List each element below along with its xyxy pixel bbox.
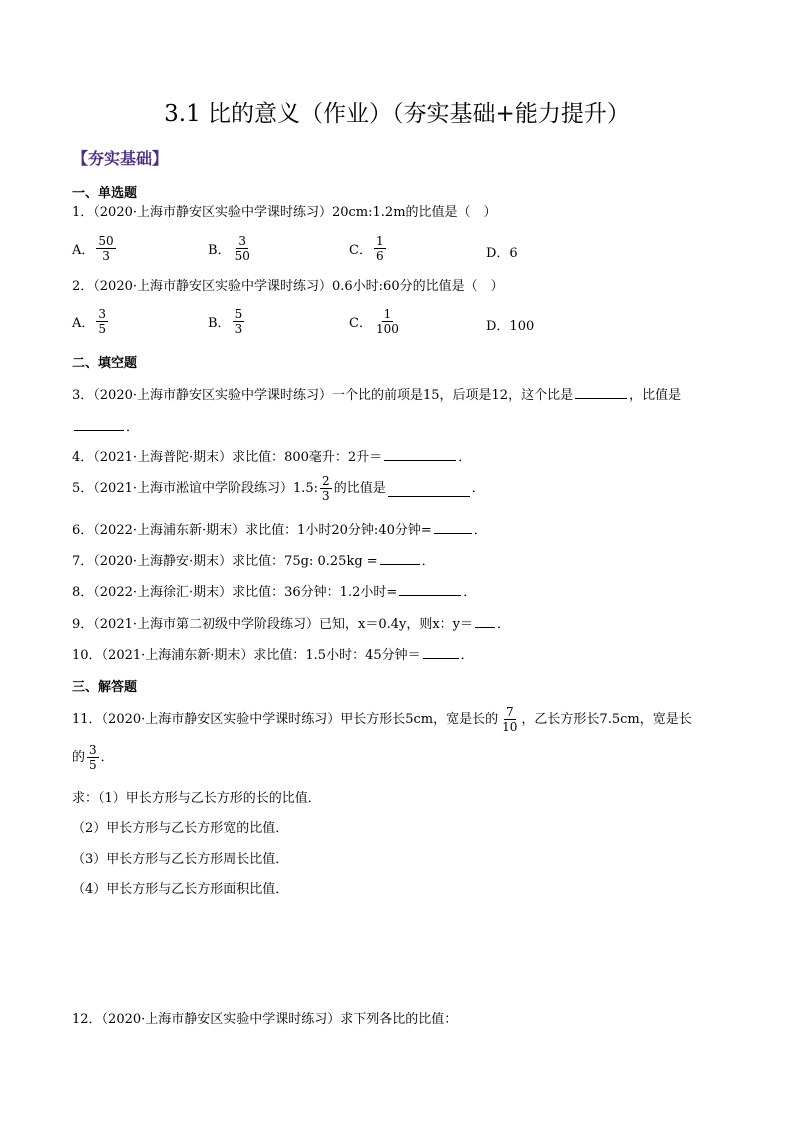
- q11-text-1: 11．（2020·上海市静安区实验中学课时练习）甲长方形长5cm，宽是长的: [72, 711, 499, 727]
- q2-option-c-label: C．: [349, 316, 372, 331]
- q1-option-b: [208, 234, 254, 263]
- q1-option-b-fraction: [233, 234, 252, 263]
- q8-blank[interactable]: [399, 581, 461, 596]
- q1-option-b-label: B．: [208, 243, 231, 258]
- part-heading-single-choice: 一、单选题: [72, 186, 138, 201]
- q7-blank[interactable]: [380, 550, 420, 565]
- q11-text-3: 的: [72, 749, 86, 765]
- page-title: 3.1 比的意义（作业）（夯实基础+能力提升）: [164, 101, 630, 127]
- q2-a-num: 3: [98, 307, 107, 321]
- question-7: [72, 550, 435, 570]
- q1-option-a-label: A．: [72, 243, 95, 258]
- question-9: [72, 613, 510, 633]
- q10-text: 10．（2021·上海浦东新·期末）求比值：1.5小时：45分钟＝: [72, 648, 421, 663]
- part-heading-solve: 三、解答题: [72, 680, 138, 695]
- question-4: [72, 446, 471, 466]
- q5-blank[interactable]: [388, 482, 470, 497]
- q11-fraction-2: [87, 743, 99, 772]
- question-11-cont: [72, 743, 114, 772]
- q5-text: 5．（2021·上海市淞谊中学阶段练习）1.5:: [72, 480, 319, 496]
- q6-blank[interactable]: [434, 519, 472, 534]
- q9-end: ．: [497, 617, 511, 632]
- q4-blank[interactable]: [384, 446, 456, 461]
- q3-blank-1[interactable]: [575, 384, 627, 399]
- q2-option-a-label: A．: [72, 316, 95, 331]
- q7-end: ．: [421, 554, 435, 569]
- q5-mid: 的比值是: [333, 480, 386, 496]
- q11-num-2: 3: [89, 743, 97, 757]
- q1-option-c: [349, 234, 388, 263]
- q11-den-1: 10: [502, 720, 518, 734]
- q2-option-d: D．100: [486, 319, 535, 334]
- q2-b-num: 5: [234, 307, 243, 321]
- q2-b-den: 3: [234, 322, 243, 336]
- q5-end: ．: [471, 480, 485, 496]
- q11-sub-3: （3）甲长方形与乙长方形周长比值．: [72, 852, 289, 867]
- q9-blank[interactable]: [475, 613, 495, 628]
- q2-option-c-fraction: [374, 307, 401, 336]
- question-8: [72, 581, 476, 601]
- q11-den-2: 5: [89, 758, 97, 772]
- q11-sub-4: （4）甲长方形与乙长方形面积比值．: [72, 882, 289, 897]
- q2-option-b-label: B．: [208, 316, 231, 331]
- q1-b-num: 3: [238, 234, 247, 248]
- q11-num-1: 7: [505, 705, 514, 719]
- q4-text: 4．（2021·上海普陀·期末）求比值：800毫升：2升＝: [72, 450, 383, 465]
- question-11: [72, 705, 692, 734]
- q1-c-den: 6: [375, 249, 384, 263]
- question-10: [72, 644, 474, 664]
- q1-option-c-fraction: [374, 234, 386, 263]
- q1-option-a-fraction: [96, 234, 115, 263]
- q7-text: 7．（2020·上海静安·期末）求比值：75g: 0.25kg =: [72, 554, 378, 569]
- q6-text: 6．（2022·上海浦东新·期末）求比值：1小时20分钟:40分钟=: [72, 523, 432, 538]
- q1-option-c-label: C．: [349, 243, 372, 258]
- q1-a-num: 50: [98, 234, 114, 248]
- q11-text-2: ，乙长方形长7.5cm，宽是长: [521, 711, 692, 727]
- q10-end: ．: [460, 648, 474, 663]
- q4-end: ．: [458, 450, 472, 465]
- question-12: 12．（2020·上海市静安区实验中学课时练习）求下列各比的比值：: [72, 1012, 458, 1027]
- question-6: [72, 519, 487, 539]
- q2-option-a: [72, 307, 110, 336]
- part-heading-fill-blank: 二、填空题: [72, 356, 138, 371]
- question-3-cont: [72, 416, 139, 436]
- q2-c-num: 1: [383, 307, 392, 321]
- q3-text-1: 3．（2020·上海市静安区实验中学课时练习）一个比的前项是15，后项是12，这个比是: [72, 388, 574, 403]
- q8-text: 8．（2022·上海徐汇·期末）求比值：36分钟：1.2小时=: [72, 585, 398, 600]
- q2-option-c: [349, 307, 403, 336]
- q2-option-a-fraction: [96, 307, 108, 336]
- q1-option-d: D．6: [486, 246, 518, 261]
- q5-fraction: [320, 474, 332, 503]
- q10-blank[interactable]: [423, 644, 459, 659]
- q1-a-den: 3: [102, 249, 110, 263]
- q11-fraction-1: [500, 705, 519, 734]
- question-3: [72, 384, 681, 404]
- section-tag: 【夯实基础】: [72, 149, 169, 168]
- q1-c-num: 1: [375, 234, 384, 248]
- q8-end: ．: [463, 585, 477, 600]
- q5-num: 2: [322, 474, 330, 488]
- q9-text: 9．（2021·上海市第二初级中学阶段练习）已知，x＝0.4y，则x：y＝: [72, 617, 474, 632]
- q2-c-den: 100: [375, 322, 399, 336]
- q6-end: ．: [473, 523, 487, 538]
- q11-sub-1: 求：（1）甲长方形与乙长方形的长的比值．: [72, 791, 321, 806]
- q5-den: 3: [322, 489, 330, 503]
- q11-sub-2: （2）甲长方形与乙长方形宽的比值．: [72, 821, 289, 836]
- question-2: 2．（2020·上海市静安区实验中学课时练习）0.6小时:60分的比值是（ ）: [72, 279, 504, 294]
- q3-blank-2[interactable]: [74, 416, 124, 431]
- q2-a-den: 5: [98, 322, 107, 336]
- q1-b-den: 50: [234, 249, 250, 263]
- question-1: 1．（2020·上海市静安区实验中学课时练习）20cm:1.2m的比值是（ ）: [72, 205, 497, 220]
- q1-option-a: [72, 234, 118, 263]
- q3-end: ．: [126, 420, 140, 435]
- q2-option-b-fraction: [233, 307, 245, 336]
- question-5: [72, 474, 485, 503]
- q2-option-b: [208, 307, 246, 336]
- q3-text-2: ，比值是: [629, 388, 682, 403]
- q11-text-4: ．: [100, 749, 114, 765]
